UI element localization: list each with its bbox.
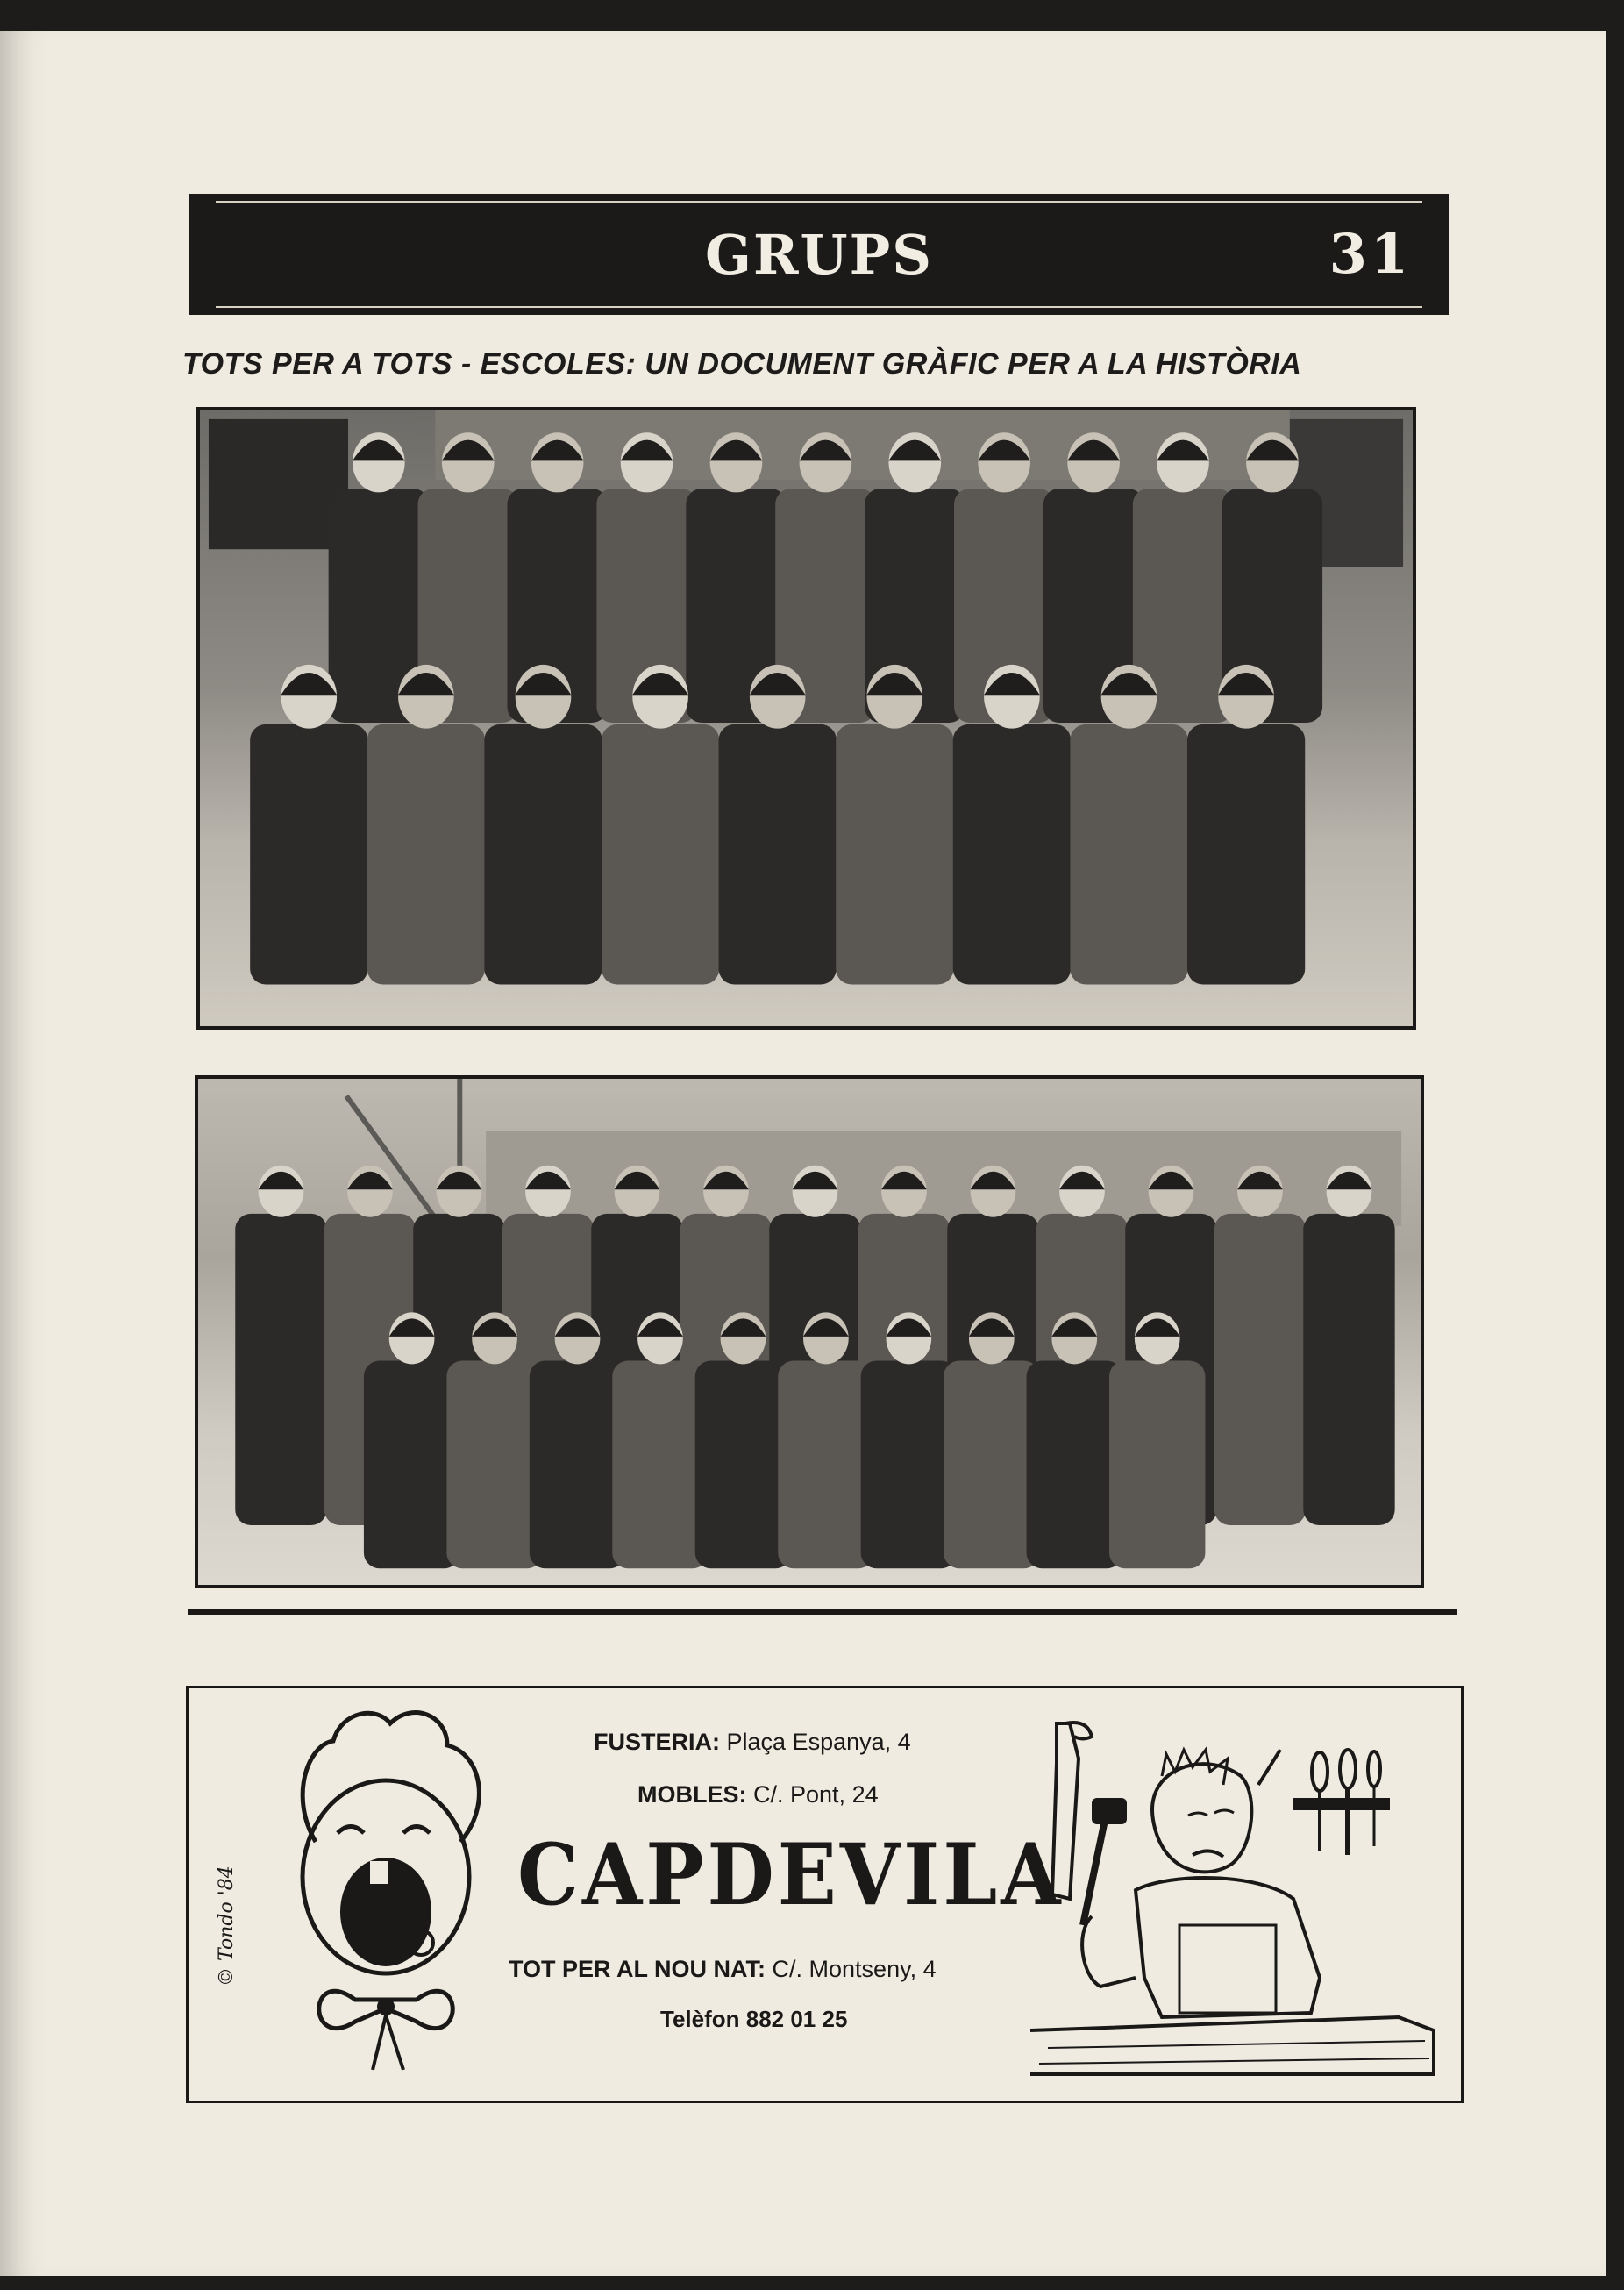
child-body xyxy=(836,724,953,985)
child-body xyxy=(944,1361,1039,1569)
child-body xyxy=(861,1361,957,1569)
child-body xyxy=(953,724,1071,985)
section-divider xyxy=(188,1609,1457,1615)
page-number: 31 xyxy=(1328,222,1412,286)
child-body xyxy=(367,724,485,985)
child-body xyxy=(1187,724,1305,985)
group-photo-2 xyxy=(195,1075,1424,1588)
section-header xyxy=(189,194,1449,315)
child-body xyxy=(1070,724,1187,985)
child-body xyxy=(612,1361,708,1569)
child-body xyxy=(695,1361,791,1569)
child-body xyxy=(778,1361,873,1569)
saw-icon xyxy=(1052,1723,1079,1899)
ad-line1-label: FUSTERIA: xyxy=(594,1729,720,1755)
header-rule-bottom xyxy=(216,306,1422,308)
ad-line3-value: C/. Montseny, 4 xyxy=(772,1956,937,1982)
carpenter-illustration xyxy=(1030,1715,1451,2083)
child-body xyxy=(530,1361,625,1569)
child-body xyxy=(719,724,837,985)
group-photo-1-image xyxy=(200,410,1413,1026)
child-body xyxy=(364,1361,459,1569)
artist-signature-text: © Tondo '84 xyxy=(216,1866,238,1987)
artist-signature xyxy=(208,1820,243,1995)
article-headline: TOTS PER A TOTS - ESCOLES: UN DOCUMENT GRÀFIC PER A LA HISTÒRIA xyxy=(182,347,1302,381)
group-photo-2-image xyxy=(198,1079,1421,1585)
child-body xyxy=(484,724,602,985)
capdevila-advertisement xyxy=(186,1686,1464,2103)
header-rule-top xyxy=(216,201,1422,203)
child-body xyxy=(1109,1361,1205,1569)
child-body xyxy=(1303,1214,1394,1525)
hammer-icon xyxy=(1083,1820,1105,1925)
child-body xyxy=(602,724,719,985)
group-photo-1 xyxy=(196,407,1416,1030)
ad-line1-value: Plaça Espanya, 4 xyxy=(726,1729,911,1755)
crying-baby-illustration xyxy=(272,1693,500,2079)
ad-line2-label: MOBLES: xyxy=(637,1781,747,1808)
ad-phone: Telèfon 882 01 25 xyxy=(660,2006,848,2032)
child-body xyxy=(1214,1214,1306,1525)
ad-brand-name: CAPDEVILA xyxy=(517,1823,1065,1925)
ad-line2-value: C/. Pont, 24 xyxy=(753,1781,879,1808)
ad-line3-label: TOT PER AL NOU NAT: xyxy=(509,1956,766,1982)
child-body xyxy=(250,724,367,985)
child-body xyxy=(446,1361,542,1569)
child-body xyxy=(1027,1361,1122,1569)
child-body xyxy=(235,1214,326,1525)
section-title: GRUPS xyxy=(705,222,933,287)
